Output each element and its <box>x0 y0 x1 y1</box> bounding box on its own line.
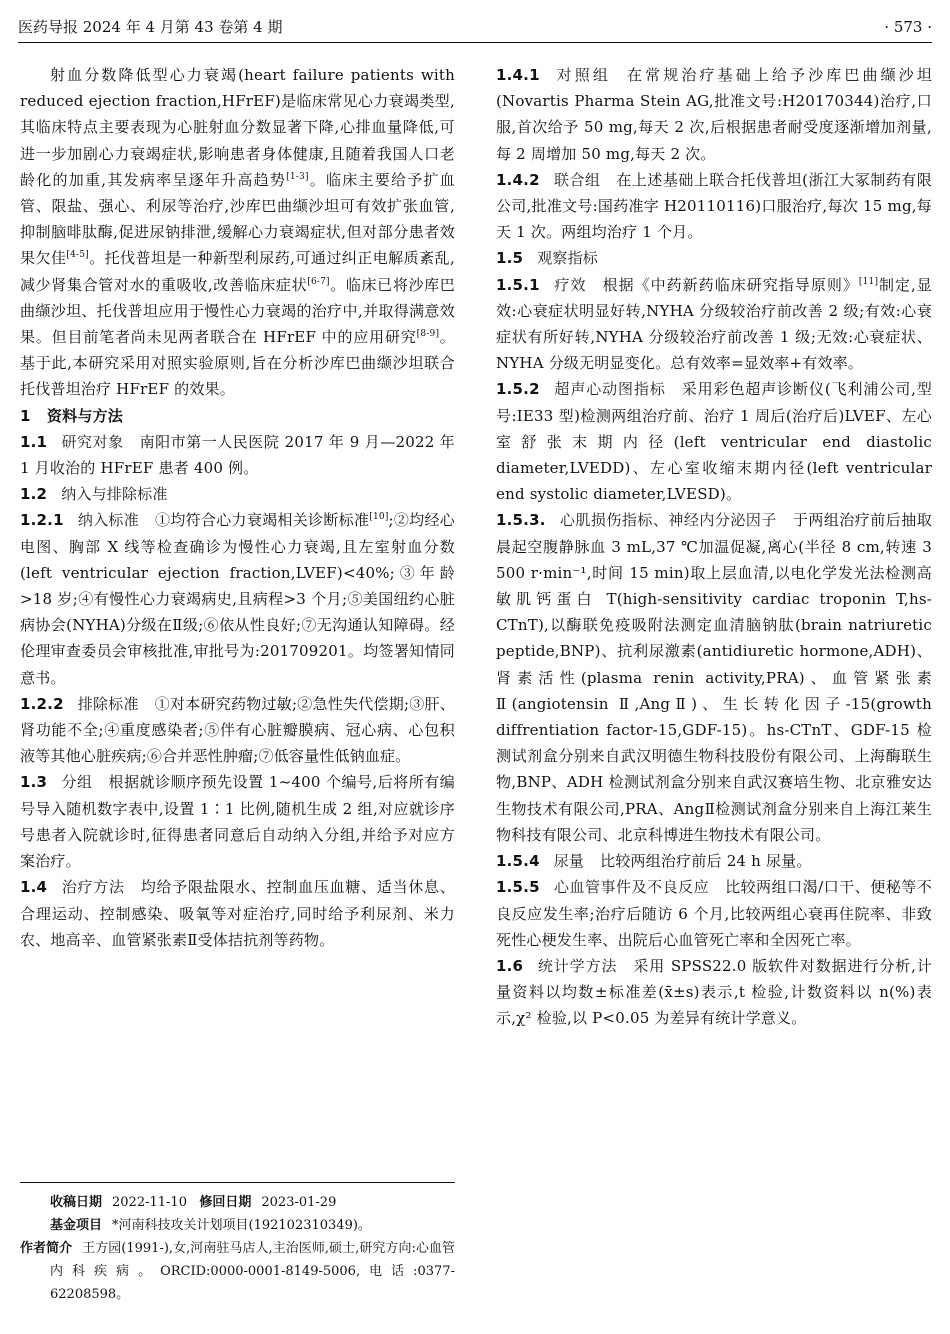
citation: [8-9] <box>416 329 440 340</box>
left-column <box>20 62 455 953</box>
section-title: 纳入与排除标准 <box>61 485 168 504</box>
funding-text: *河南科技攻关计划项目(192102310349)。 <box>112 1218 371 1233</box>
section-1-3 <box>20 769 455 874</box>
section-number: 1.6 <box>496 956 524 975</box>
section-title: 统计学方法 <box>537 956 618 975</box>
section-text: 在常规治疗基础上给予沙库巴曲缬沙坦(Novartis Pharma Stein AG,批准文号:H20170344)治疗,口服,首次给予 50 mg,每天 2 次,后根据患者耐受度逐渐增加剂量,每 2 周增加 50 mg,每天 2 次。 <box>496 66 932 163</box>
author-text: 王方园(1991-),女,河南驻马店人,主治医师,硕士,研究方向:心血管内科疾病。ORCID:0000-0001-8149-5006,电话:0377-62208598。 <box>50 1241 455 1302</box>
citation: [11] <box>858 276 879 287</box>
revised-date: 2023-01-29 <box>261 1195 337 1210</box>
intro-text-2: 。临床主要给予扩血管、限盐、强心、利尿等治疗,沙库巴曲缬沙坦可有效扩张血管,抑制脑啡肽酶,促进尿钠排泄,缓解心力衰竭症状,但对部分患者效果欠佳 <box>20 170 455 268</box>
section-1-1 <box>20 429 455 481</box>
intro-text-3: 。托伐普坦是一种新型利尿药,可通过纠正电解质紊乱,减少肾集合管对水的重吸收,改善临床症状 <box>20 249 455 294</box>
section-number: 1.5.4 <box>496 852 540 871</box>
section-title: 分组 <box>61 773 93 792</box>
section-text: 采用彩色超声诊断仪(飞利浦公司,型号:IE33 型)检测两组治疗前、治疗 1 周后(治疗后)LVEF、左心室舒张末期内径(left ventricular end diastolic diameter,LVEDD)、左心室收缩末期内径(left ventricular end systolic diameter,LVESD)。 <box>496 380 932 504</box>
section-1-5-1 <box>496 272 932 377</box>
section-number: 1.5.2 <box>496 380 540 399</box>
section-title: 心肌损伤指标、神经内分泌因子 <box>559 511 777 530</box>
revised-label: 修回日期 <box>199 1195 252 1210</box>
citation: [6-7] <box>307 276 330 287</box>
section-text: 均给予限盐限水、控制血压血糖、适当休息、合理运动、控制感染、吸氧等对症治疗,同时给予利尿剂、米力农、地高辛、血管紧张素Ⅱ受体拮抗剂等药物。 <box>20 878 455 949</box>
citation: [10] <box>369 512 389 523</box>
section-text: ①对本研究药物过敏;②急性失代偿期;③肝、肾功能不全;④重度感染者;⑤伴有心脏瓣膜病、冠心病、心包积液等其他心脏疾病;⑥合并恶性肿瘤;⑦低容量性低钠血症。 <box>20 694 455 766</box>
section-number: 1.2 <box>20 485 48 504</box>
section-number: 1.4 <box>20 878 48 897</box>
citation: [4-5] <box>66 250 89 261</box>
funding-label: 基金项目 <box>50 1218 103 1233</box>
citation: [1-3] <box>286 171 309 182</box>
section-text: 比较两组口渴/口干、便秘等不良反应发生率;治疗后随访 6 个月,比较两组心衰再住院率、非致死性心梗发生率、出院后心血管死亡率和全因死亡率。 <box>496 878 932 949</box>
section-title: 心血管事件及不良反应 <box>553 878 710 897</box>
intro-text-5: 。基于此,本研究采用对照实验原则,旨在分析沙库巴曲缬沙坦联合托伐普坦治疗 HFrEF 的效果。 <box>20 328 456 399</box>
section-text: ;②均经心电图、胸部 X 线等检查确诊为慢性心力衰竭,且左室射血分数(left ventricular ejection fraction,LVEF)<40%;③年龄>18 岁;④有慢性心力衰竭病史,且病程>3 个月;⑤美国纽约心脏病协会(NYHA)分级在Ⅱ级;⑥依从性良好;⑦无沟通认知障碍。经伦理审查委员会审核批准,审批号为:201709201。均签署知情同意书。 <box>20 511 455 687</box>
section-title: 对照组 <box>553 66 611 84</box>
section-title: 超声心动图指标 <box>553 380 666 399</box>
section-1-6 <box>496 953 932 1032</box>
section-1-4-2 <box>496 167 932 246</box>
intro-paragraph <box>20 62 455 403</box>
section-heading-1 <box>20 403 455 429</box>
section-number: 1.5.5 <box>496 878 540 897</box>
received-date: 2022-11-10 <box>112 1195 187 1210</box>
section-1-2-2 <box>20 691 455 770</box>
section-text: 根据《中药新药临床研究指导原则》 <box>602 275 859 294</box>
section-number: 1.4.1 <box>496 66 540 84</box>
section-title: 观察指标 <box>537 249 598 268</box>
section-title: 尿量 <box>553 852 585 871</box>
section-title: 资料与方法 <box>46 406 123 425</box>
section-number: 1.3 <box>20 773 48 792</box>
right-column <box>496 62 932 1032</box>
section-title: 疗效 <box>553 275 587 294</box>
section-title: 纳入标准 <box>77 511 140 530</box>
intro-text-4: 。临床已将沙库巴曲缬沙坦、托伐普坦应用于慢性心力衰竭的治疗中,并取得满意效果。但目前笔者尚未见两者联合在 HFrEF 中的应用研究 <box>20 275 455 347</box>
section-1-4-1 <box>496 62 932 167</box>
section-text: 南阳市第一人民医院 2017 年 9 月—2022 年 1 月收治的 HFrEF 患者 400 例。 <box>20 432 455 478</box>
section-1-5-4 <box>496 848 932 874</box>
intro-text-1: 射血分数降低型心力衰竭(heart failure patients with reduced ejection fraction,HFrEF)是临床常见心力衰竭类型,其临床特点主要表现为心脏射血分数显著下降,心排血量降低,可进一步加剧心力衰竭症状,影响患者身体健康,且随着我国人口老龄化的加重,其发病率呈逐年升高趋势 <box>20 66 455 189</box>
funding-line <box>20 1214 455 1237</box>
section-text: 比较两组治疗前后 24 h 尿量。 <box>600 852 812 871</box>
section-text: 制定,显效:心衰症状明显好转,NYHA 分级较治疗前改善 2 级;有效:心衰症状有所好转,NYHA 分级较治疗前改善 1 级;无效:心衰症状、NYHA 分级无明显变化。总有效率=显效率+有效率。 <box>496 275 932 373</box>
section-text: 根据就诊顺序预先设置 1~400 个编号,后将所有编号导入随机数字表中,设置 1∶1 比例,随机生成 2 组,对应就诊序号患者入院就诊时,征得患者同意后自动纳入分组,并给予对应方案治疗。 <box>20 773 456 871</box>
section-1-5-5 <box>496 874 932 953</box>
section-number: 1.5.3. <box>496 511 546 530</box>
article-footnote <box>20 1182 455 1306</box>
section-1-5-3 <box>496 507 932 848</box>
section-text: 在上述基础上联合托伐普坦(浙江大冢制药有限公司,批准文号:国药准字 H20110116)口服治疗,每次 15 mg,每天 1 次。两组均治疗 1 个月。 <box>496 170 932 242</box>
section-title: 联合组 <box>553 170 601 189</box>
section-title: 研究对象 <box>61 432 124 451</box>
running-header <box>18 16 932 43</box>
section-title: 排除标准 <box>77 694 139 713</box>
section-1-4 <box>20 874 455 953</box>
section-1-5 <box>496 245 932 271</box>
section-text: 于两组治疗前后抽取晨起空腹静脉血 3 mL,37 ℃加温促凝,离心(半径 8 cm,转速 3 500 r·min⁻¹,时间 15 min)取上层血清,以电化学发光法检测高敏肌钙蛋白 T(high-sensitivity cardiac troponin T,hs-CTnT),以酶联免疫吸附法测定血清脑钠肽(brain natriuretic peptide,BNP)、抗利尿激素(antidiuretic hormone,ADH)、肾素活性(plasma renin activity,PRA)、血管紧张素Ⅱ(angiotensin Ⅱ,AngⅡ)、生长转化因子-15(growth diffrentiation factor-15,GDF-15)。hs-CTnT、GDF-15 检测试剂盒分别来自武汉明德生物科技股份有限公司、上海酶联生物,BNP、ADH 检测试剂盒分别来自武汉赛培生物、北京雅安达生物技术有限公司,PRA、AngⅡ检测试剂盒分别来自上海江莱生物科技有限公司、北京科博进生物技术有限公司。 <box>496 511 932 844</box>
section-number: 1.2.1 <box>20 511 64 530</box>
section-text: 采用 SPSS22.0 版软件对数据进行分析,计量资料以均数±标准差(x̄±s)表示,t 检验,计数资料以 n(%)表示,χ² 检验,以 P<0.05 为差异有统计学意义。 <box>496 956 932 1028</box>
section-1-2-1 <box>20 507 455 690</box>
section-1-2 <box>20 481 455 507</box>
section-number: 1.5 <box>496 249 524 268</box>
dates-line <box>20 1191 455 1214</box>
section-number: 1.4.2 <box>496 170 540 189</box>
section-text: ①均符合心力衰竭相关诊断标准 <box>155 511 370 530</box>
author-label: 作者简介 <box>20 1241 73 1256</box>
received-label: 收稿日期 <box>50 1195 103 1210</box>
section-title: 治疗方法 <box>61 878 125 897</box>
page-number: · 573 · <box>884 18 932 36</box>
section-1-5-2 <box>496 376 932 507</box>
section-number: 1.5.1 <box>496 275 540 294</box>
author-line <box>20 1237 455 1306</box>
section-number: 1.1 <box>20 432 48 451</box>
section-number: 1.2.2 <box>20 694 64 713</box>
journal-info: 医药导报 2024 年 4 月第 43 卷第 4 期 <box>18 18 283 36</box>
section-number: 1 <box>20 406 31 425</box>
